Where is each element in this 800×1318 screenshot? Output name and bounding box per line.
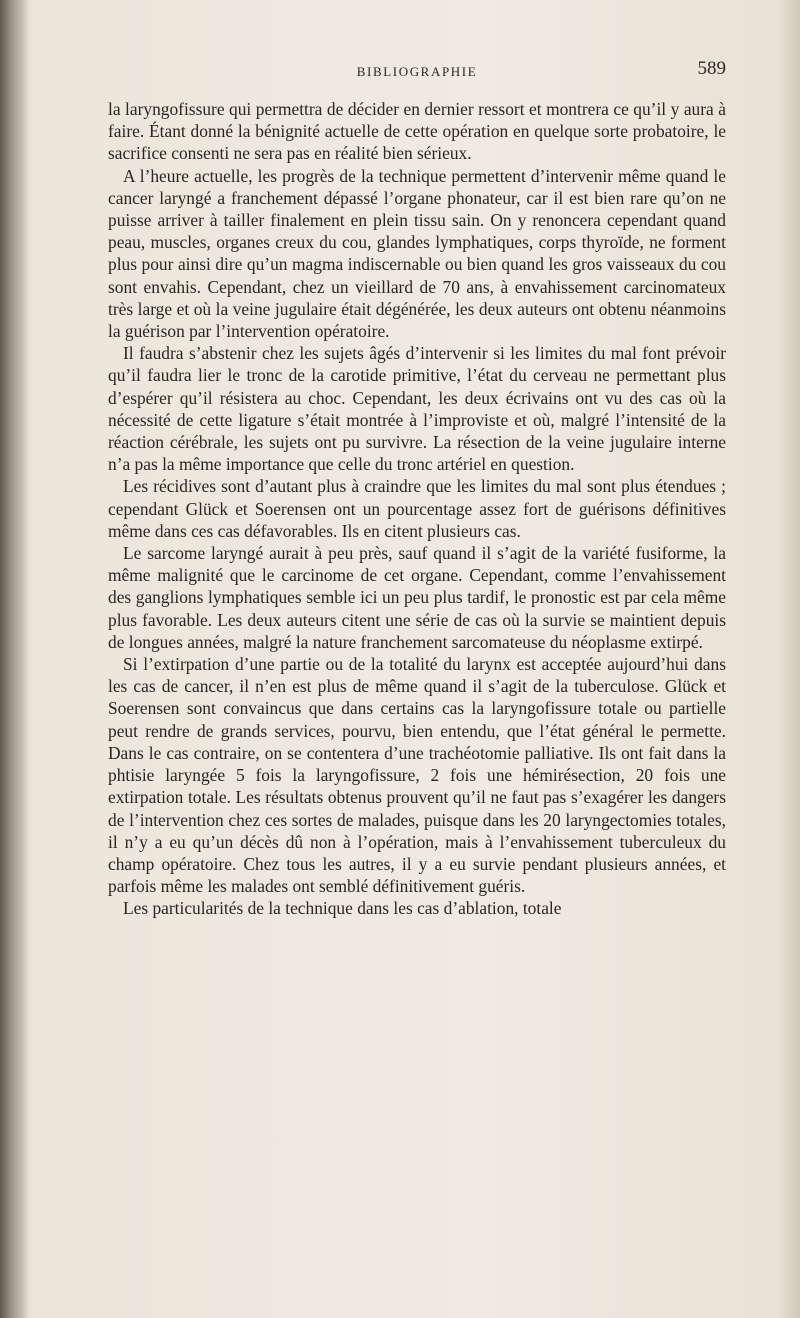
page-spine-shadow	[0, 0, 28, 1318]
paragraph: Les récidives sont d’autant plus à craindre que les limites du mal sont plus étendues ; cependant Glück et Soerensen ont un pourcentage assez fort de guérisons définitives même dans ces cas défavorables. Ils en citent plusieurs cas.	[108, 476, 726, 541]
paragraph: la laryngofissure qui permettra de décider en dernier ressort et montrera ce qu’il y aura à faire. Étant donné la bénignité actuelle de cette opération en quelque sorte probatoire, le sacrifice consenti ne sera pas en réalité bien sérieux.	[108, 99, 726, 164]
paragraph: Le sarcome laryngé aurait à peu près, sauf quand il s’agit de la variété fusiforme, la même malignité que le carcinome de cet organe. Cependant, comme l’envahissement des ganglions lymphatiques semble ici un peu plus tardif, le pronostic est par cela même plus favorable. Les deux auteurs citent une série de cas où la survie se maintient depuis de longues années, malgré la nature franchement sarcomateuse du néoplasme extirpé.	[108, 543, 726, 652]
page-header	[108, 58, 726, 88]
running-head: BIBLIOGRAPHIE	[356, 64, 478, 79]
paragraph: Si l’extirpation d’une partie ou de la totalité du larynx est acceptée aujourd’hui dans les cas de cancer, il n’en est plus de même quand il s’agit de la tuberculose. Glück et Soerensen sont convaincus que dans certains cas la laryngofissure totale ou partielle peut rendre de grands services, pourvu, bien entendu, que l’état général le permette. Dans le cas contraire, on se contentera d’une trachéotomie palliative. Ils ont fait dans la phtisie laryngée 5 fois la laryngofissure, 2 fois une hémirésection, 20 fois une extirpation totale. Les résultats obtenus prouvent qu’il ne faut pas s’exagérer les dangers de l’intervention chez ces sortes de malades, puisque dans les 20 laryngectomies totales, il n’y a eu qu’un décès dû non à l’opération, mais à l’envahissement tuberculeux du champ opératoire. Chez tous les autres, il y a eu survie pendant plusieurs années, et parfois même les malades ont semblé définitivement guéris.	[108, 654, 726, 897]
paragraph: Il faudra s’abstenir chez les sujets âgés d’intervenir si les limites du mal font prévoir qu’il faudra lier le tronc de la carotide primitive, l’état du cerveau ne permettant plus d’espérer qu’il résistera au choc. Cependant, les deux écrivains ont vu des cas où la nécessité de cette ligature s’était montrée à l’improviste et où, malgré l’intensité de la réaction cérébrale, les sujets ont pu survivre. La résection de la veine jugulaire interne n’a pas la même importance que celle du tronc artériel en question.	[108, 343, 726, 475]
paragraph: Les particularités de la technique dans les cas d’ablation, totale	[123, 898, 562, 919]
page-edge-shadow	[778, 0, 800, 1318]
body-text	[108, 98, 726, 920]
paragraph: A l’heure actuelle, les progrès de la technique permettent d’intervenir même quand le cancer laryngé a franchement dépassé l’organe phonateur, car il est bien rare qu’on ne puisse arriver à tailler finalement en plein tissu sain. On y renoncera cependant quand peau, muscles, organes creux du cou, glandes lymphatiques, corps thyroïde, ne forment plus pour ainsi dire qu’un magma indiscernable ou bien quand les gros vaisseaux du cou sont envahis. Cependant, chez un vieillard de 70 ans, à envahissement carcinomateux très large et où la veine jugulaire était dégénérée, les deux auteurs ont obtenu néanmoins la guérison par l’intervention opératoire.	[108, 165, 726, 342]
page-number: 589	[697, 58, 726, 79]
